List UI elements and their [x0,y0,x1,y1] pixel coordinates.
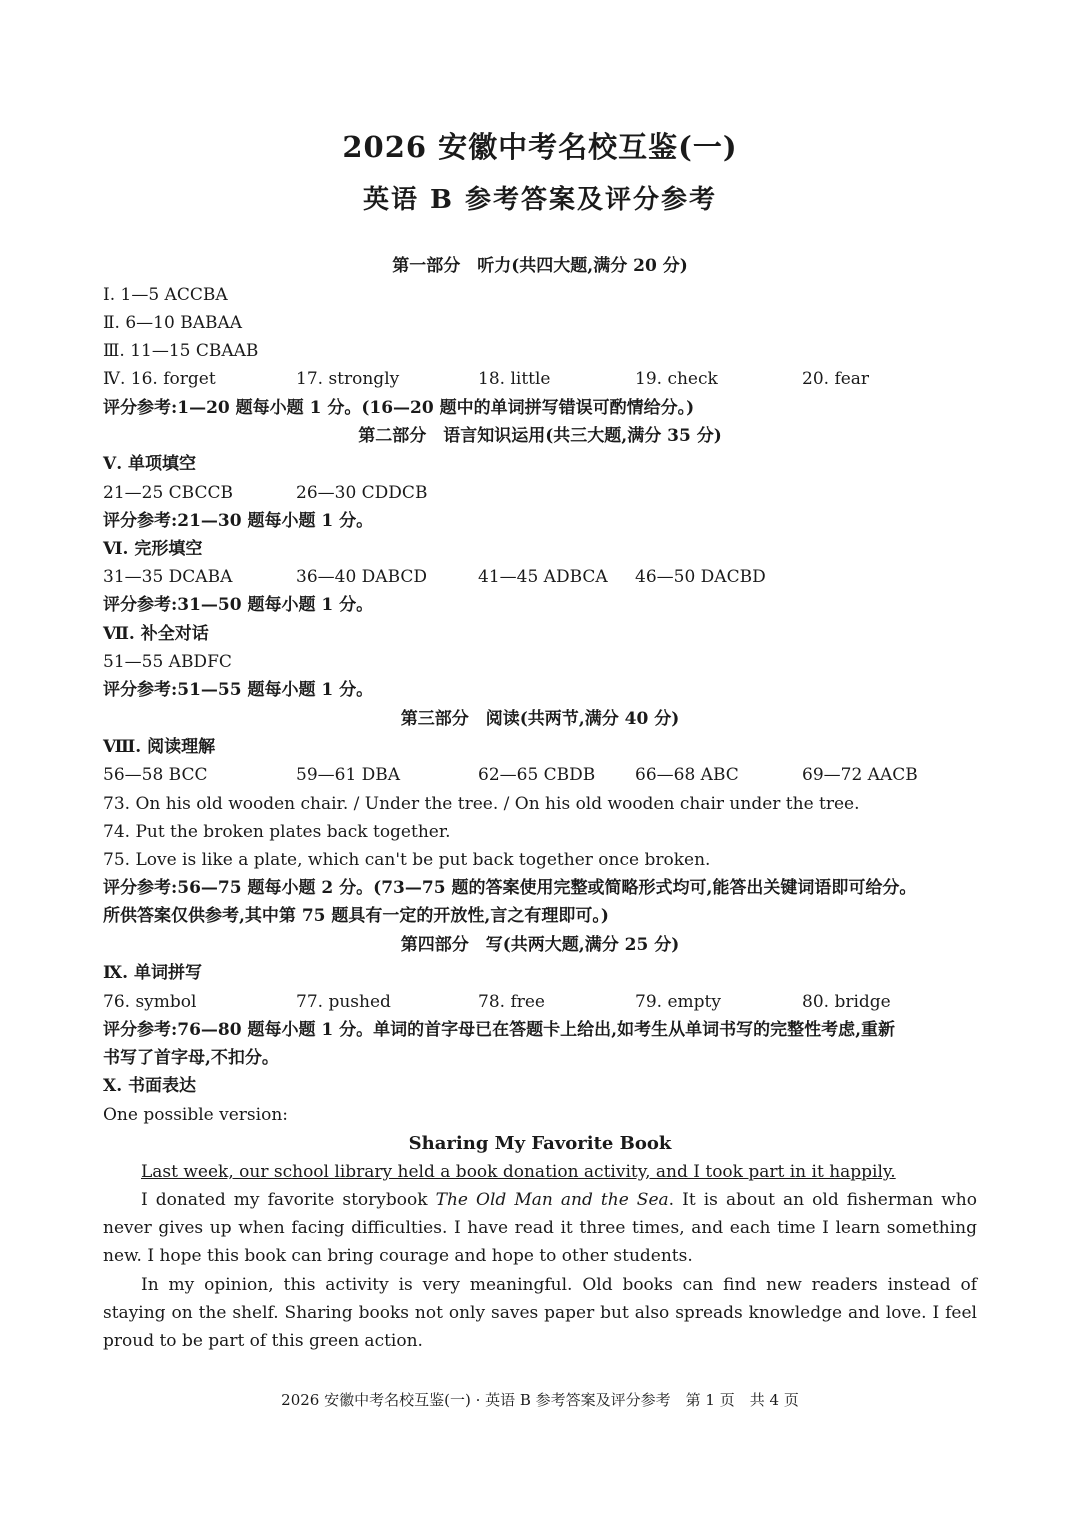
answer-74: 74. Put the broken plates back together. [103,822,451,842]
answer-line-q3: Ⅲ. 11—15 CBAAB [103,341,259,361]
page-footer: 2026 安徽中考名校互鉴(一) · 英语 B 参考答案及评分参考 第 1 页 共 4 页 [281,1391,799,1409]
essay-paragraph-3: In my opinion, this activity is very meaningful. Old books can find new readers instead of staying on the shelf. Sharing books not only saves paper but also spreads knowledge and love. I feel proud to be part of this green action. [103,1275,977,1351]
answer-group: 46—50 DACBD [635,567,766,587]
essay-text: I donated my favorite storybook [141,1190,436,1210]
answer-group: 41—45 ADBCA [478,567,608,587]
answer-group: 66—68 ABC [635,765,739,785]
answer-79: 79. empty [635,992,721,1012]
essay-opening-sentence: Last week, our school library held a book donation activity, and I took part in it happily. [141,1162,896,1182]
section-ix-label: Ⅸ. 单词拼写 [103,963,202,983]
section-viii-label: Ⅷ. 阅读理解 [103,737,216,757]
answer-78: 78. free [478,992,545,1012]
answer-19: 19. check [635,369,718,389]
answer-group: 59—61 DBA [296,765,401,785]
essay-text: . It is about an old fisherman who never gives up when facing difficulties. I have read it three times, and each time I learn something new. I hope this book can bring courage and hope to other students. [103,1190,977,1266]
section-x-label: Ⅹ. 书面表达 [103,1076,197,1096]
answer-group: 62—65 CBDB [478,765,596,785]
book-title: The Old Man and the Sea [435,1190,669,1210]
section-ix-scoring-line2: 书写了首字母,不扣分。 [103,1048,279,1068]
answer-line-q2: Ⅱ. 6—10 BABAA [103,313,243,333]
part3-scoring-line1: 评分参考:56—75 题每小题 2 分。(73—75 题的答案使用完整或简略形式均可,能答出关键词语即可给分。 [103,878,917,898]
part1-scoring: 评分参考:1—20 题每小题 1 分。(16—20 题中的单词拼写错误可酌情给分。) [103,398,695,418]
essay-paragraph-2 [103,1186,977,1270]
section-v-scoring: 评分参考:21—30 题每小题 1 分。 [103,511,374,531]
version-label: One possible version: [103,1105,288,1125]
section-vi-label: Ⅵ. 完形填空 [103,539,203,559]
answer-77: 77. pushed [296,992,391,1012]
answer-group: 21—25 CBCCB [103,483,233,503]
answer-20: 20. fear [802,369,870,389]
section-vii-scoring: 评分参考:51—55 题每小题 1 分。 [103,680,374,700]
answer-line-q1: Ⅰ. 1—5 ACCBA [103,285,228,305]
answer-18: 18. little [478,369,551,389]
part3-heading: 第三部分 阅读(共两节,满分 40 分) [400,709,680,729]
answer-75: 75. Love is like a plate, which can't be put back together once broken. [103,850,711,870]
essay-title: Sharing My Favorite Book [408,1133,672,1154]
essay-paragraph-1 [103,1158,977,1186]
answer-group: 56—58 BCC [103,765,208,785]
answer-line-vii: 51—55 ABDFC [103,652,232,672]
document-title: 2026 安徽中考名校互鉴(一) [342,130,738,164]
section-vii-label: Ⅶ. 补全对话 [103,624,209,644]
section-vi-scoring: 评分参考:31—50 题每小题 1 分。 [103,595,374,615]
answer-80: 80. bridge [802,992,891,1012]
document-subtitle: 英语 B 参考答案及评分参考 [362,185,718,215]
section-v-label: Ⅴ. 单项填空 [103,454,197,474]
answer-17: 17. strongly [296,369,400,389]
answer-73: 73. On his old wooden chair. / Under the tree. / On his old wooden chair under the tree. [103,794,860,814]
section-ix-scoring-line1: 评分参考:76—80 题每小题 1 分。单词的首字母已在答题卡上给出,如考生从单词书写的完整性考虑,重新 [103,1020,896,1040]
part2-heading: 第二部分 语言知识运用(共三大题,满分 35 分) [358,426,722,446]
answer-group: 36—40 DABCD [296,567,428,587]
answer-group: 26—30 CDDCB [296,483,428,503]
answer-group: 69—72 AACB [802,765,918,785]
answer-16: Ⅳ. 16. forget [103,369,216,389]
answer-76: 76. symbol [103,992,197,1012]
part1-heading: 第一部分 听力(共四大题,满分 20 分) [392,256,688,276]
answer-group: 31—35 DCABA [103,567,233,587]
part3-scoring-line2: 所供答案仅供参考,其中第 75 题具有一定的开放性,言之有理即可。) [103,906,609,926]
part4-heading: 第四部分 写(共两大题,满分 25 分) [400,935,680,955]
